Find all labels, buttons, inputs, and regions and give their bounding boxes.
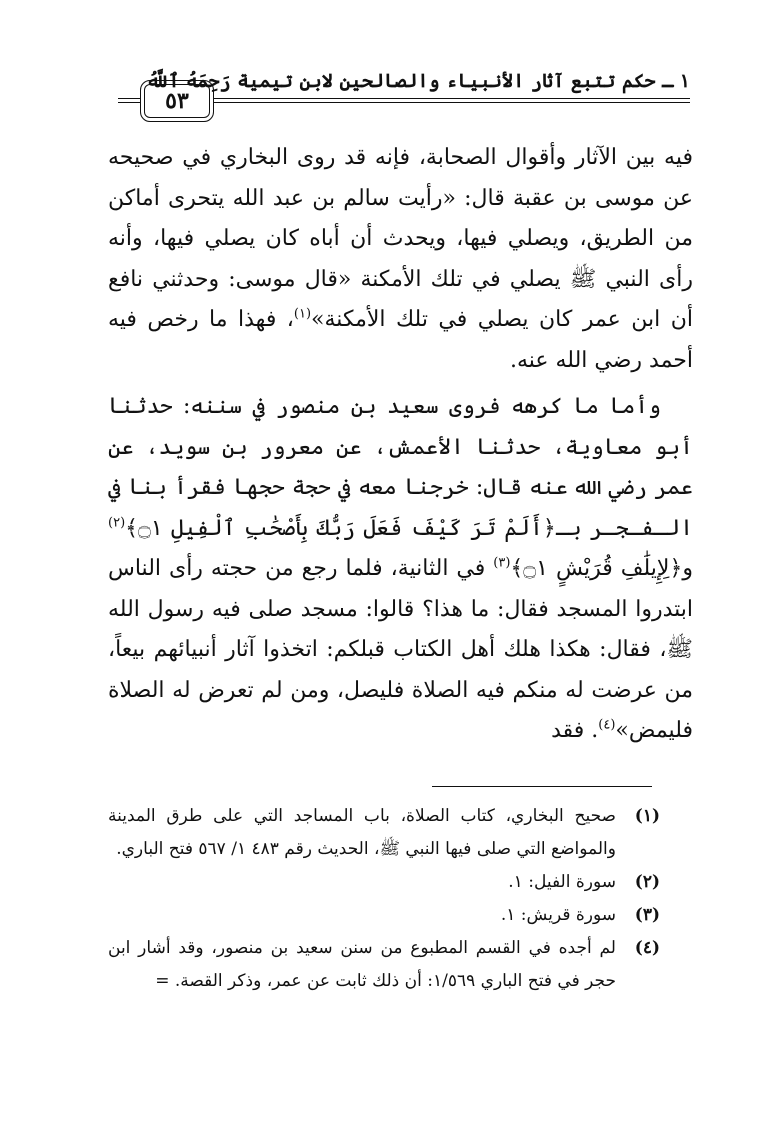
footnote-text: لم أجده في القسم المطبوع من سنن سعيد بن منصور، وقد أشار ابن حجر في فتح الباري ١/٥٦٩: أن ذلك ثابت عن عمر، وذكر القصة. = <box>108 938 616 991</box>
paragraph-2-text: وأما ما كرهه فروى سعيد بن منصور في سننه: حدثنا أبو معاوية، حدثنا الأعمش، عن معرور بن سويد، عن عمر رضي الله عنه قال: خرجنا معه في حجة حجها فقرأ بنا في الـفـجـر بـ﴿أَلَمْ تَرَ كَيْفَ فَعَلَ رَبُّكَ بِأَصْحَٰبِ ٱلْفِيلِ ۝١﴾ <box>108 394 693 541</box>
paragraph-1-text: فيه بين الآثار وأقوال الصحابة، فإنه قد روى البخاري في صحيحه عن موسى بن عقبة قال: «رأيت سالم بن عبد الله يتحرى أماكن من الطريق، ويصلي فيها، ويحدث أن أباه كان يصلي فيها، وأنه رأى النبي ﷺ يصلي في تلك الأمكنة «قال موسى: وحدثني نافع أن ابن عمر كان يصلي في تلك الأمكنة» <box>108 145 693 332</box>
paragraph-2-mid: و﴿لِإِيلَٰفِ قُرَيْشٍ ۝١﴾ <box>510 556 693 581</box>
paragraph-1 <box>108 138 693 381</box>
footnote-number: (١) <box>634 806 660 826</box>
paragraph-1-end: ، فهذا ما رخص فيه أحمد رضي الله عنه. <box>108 307 693 373</box>
paragraph-2-cont: في الثانية، فلما رجع من حجته رأى الناس ابتدروا المسجد فقال: ما هذا؟ قالوا: مسجد صلى فيه رسول الله ﷺ، فقال: هكذا هلك أهل الكتاب قبلكم: اتخذوا آثار أنبيائهم بيعاً، من عرضت له منكم فيه الصلاة فليصل، ومن لم تعرض له الصلاة فليمض» <box>108 556 693 743</box>
main-text <box>108 138 693 752</box>
footnote-ref-1: (١) <box>293 306 312 322</box>
footnote-4 <box>108 932 660 998</box>
footnote-1 <box>108 800 660 866</box>
footnote-ref-3: (٣) <box>493 555 511 571</box>
paragraph-2-end: . فقد <box>551 718 599 743</box>
footnote-ref-2: (٢) <box>108 515 126 531</box>
footnote-2 <box>108 866 660 899</box>
footnote-text: صحيح البخاري، كتاب الصلاة، باب المساجد التي على طرق المدينة والمواضع التي صلى فيها النبي ﷺ، الحديث رقم ٤٨٣ ١/ ٥٦٧ فتح الباري. <box>108 806 616 859</box>
page-number: ٥٣ <box>140 80 214 122</box>
footnote-number: (٤) <box>634 938 660 958</box>
footnote-separator <box>432 786 652 787</box>
footnote-number: (٢) <box>634 872 660 892</box>
footnote-3 <box>108 899 660 932</box>
paragraph-2 <box>108 387 693 752</box>
page-header <box>118 62 690 124</box>
footnote-text: سورة الفيل: ١. <box>508 872 616 892</box>
footnotes <box>108 800 660 998</box>
footnote-text: سورة قريش: ١. <box>500 905 616 925</box>
footnote-number: (٣) <box>634 905 660 925</box>
footnote-ref-4: (٤) <box>598 717 616 733</box>
running-title: ١ ـ حكم تتبع آثار الأنبياء والصالحين لابن تيمية رَحِمَهُ ٱللَّهُ <box>146 70 690 92</box>
